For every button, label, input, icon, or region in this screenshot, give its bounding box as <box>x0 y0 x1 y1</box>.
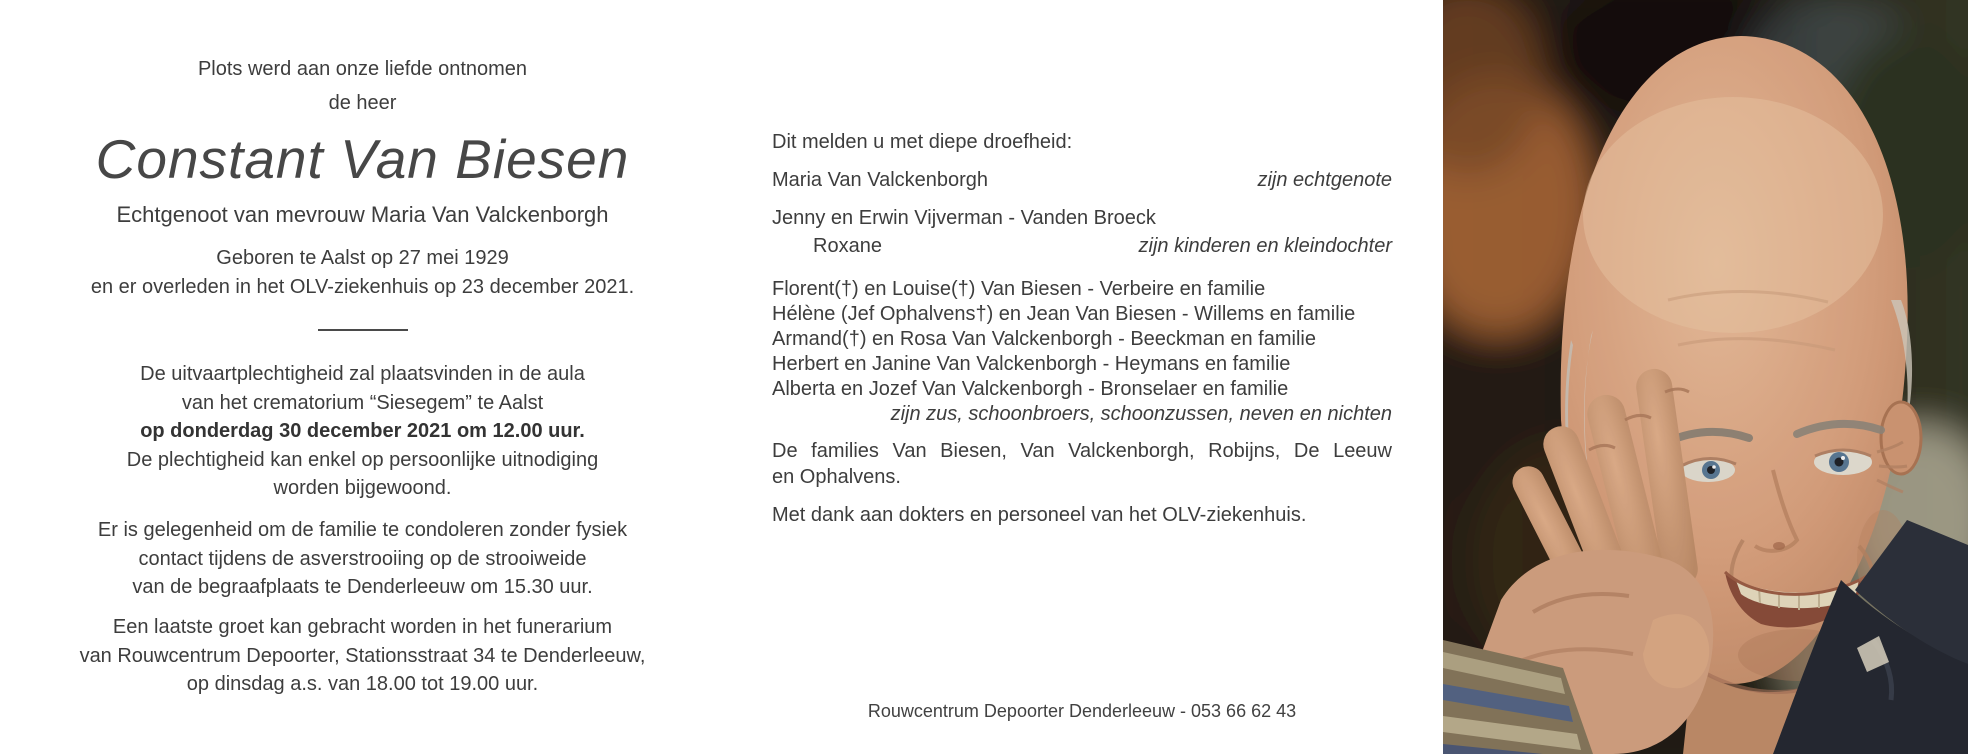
ceremony-line: De plechtigheid kan enkel op persoonlijke uitnodiging <box>126 448 599 471</box>
left-column <box>30 0 695 754</box>
sibling-line: Herbert en Janine Van Valckenborgh - Heymans en familie <box>772 353 1291 375</box>
condolence-block <box>30 516 695 602</box>
grandchild-name: Roxane <box>813 235 882 257</box>
sibling-line: Florent(†) en Louise(†) Van Biesen - Verbeire en familie <box>772 278 1266 300</box>
family-column <box>772 0 1392 754</box>
children-block <box>772 204 1392 260</box>
sibling-line: Hélène (Jef Ophalvens†) en Jean Van Biesen - Willems en familie <box>772 303 1356 325</box>
announcement-line: Dit melden u met diepe droefheid: <box>772 131 1073 153</box>
wife-relation: zijn echtgenote <box>1257 169 1392 191</box>
sibling-line: Alberta en Jozef Van Valckenborgh - Bronselaer en familie <box>772 378 1289 400</box>
children-line: Jenny en Erwin Vijverman - Vanden Broeck <box>772 207 1156 229</box>
condolence-line: contact tijdens de asverstrooiing op de strooiweide <box>138 547 587 570</box>
last-greeting-block <box>30 613 695 699</box>
funeral-home-footer: Rouwcentrum Depoorter Denderleeuw - 053 66 62 43 <box>867 701 1297 721</box>
ceremony-date-line: op donderdag 30 december 2021 om 12.00 uur. <box>140 420 585 442</box>
siblings-relation: zijn zus, schoonbroers, schoonzussen, neven en nichten <box>890 403 1392 425</box>
deceased-name: Constant Van Biesen <box>95 128 630 190</box>
ceremony-line: worden bijgewoond. <box>273 477 452 499</box>
death-line: en er overleden in het OLV-ziekenhuis op 23 december 2021. <box>90 275 635 298</box>
birth-line: Geboren te Aalst op 27 mei 1929 <box>216 247 509 269</box>
intro-line: Plots werd aan onze liefde ontnomen <box>197 58 528 80</box>
birth-death-block <box>30 244 695 301</box>
spouse-line: Echtgenoot van mevrouw Maria Van Valckenborgh <box>116 202 609 227</box>
thanks-line: Met dank aan dokters en personeel van het OLV-ziekenhuis. <box>772 504 1307 526</box>
wife-row <box>772 167 1392 193</box>
salutation-line: de heer <box>328 92 397 114</box>
families-line: De families Van Biesen, Van Valckenborgh, Robijns, De Leeuw <box>772 440 1392 462</box>
sibling-line: Armand(†) en Rosa Van Valckenborgh - Beeckman en familie <box>772 328 1316 350</box>
portrait-photo <box>1443 0 1968 754</box>
families-block <box>772 439 1392 490</box>
last-greeting-line: van Rouwcentrum Depoorter, Stationsstraat 34 te Denderleeuw, <box>79 644 646 667</box>
ceremony-block <box>30 360 695 503</box>
children-relation: zijn kinderen en kleindochter <box>1138 235 1392 257</box>
divider-line <box>30 329 695 331</box>
wife-name: Maria Van Valckenborgh <box>772 169 989 191</box>
ceremony-line: De uitvaartplechtigheid zal plaatsvinden in de aula <box>140 363 585 385</box>
last-greeting-line: Een laatste groet kan gebracht worden in het funerarium <box>112 616 613 638</box>
siblings-block <box>772 277 1392 427</box>
children-row2 <box>772 232 1392 260</box>
families-line: en Ophalvens. <box>772 465 901 488</box>
last-greeting-line: op dinsdag a.s. van 18.00 tot 19.00 uur. <box>186 673 539 695</box>
condolence-line: Er is gelegenheid om de familie te condoleren zonder fysiek <box>97 519 628 541</box>
condolence-line: van de begraafplaats te Denderleeuw om 15.30 uur. <box>132 576 593 598</box>
ceremony-line: van het crematorium “Siesegem” te Aalst <box>181 391 544 414</box>
